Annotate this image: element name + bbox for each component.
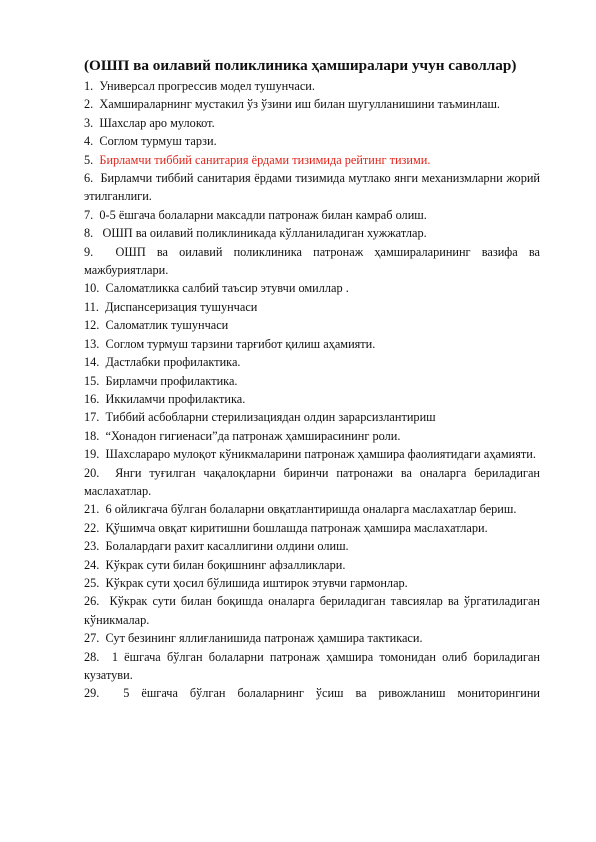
question-number: 1. bbox=[84, 79, 94, 93]
question-item-25 bbox=[84, 574, 540, 592]
question-number: 13. bbox=[84, 336, 100, 351]
question-text: Диспансеризация тушунчаси bbox=[105, 299, 258, 314]
question-text: Соглом турмуш тарзини тарғибот қилиш аҳамияти. bbox=[105, 336, 376, 351]
question-item-18 bbox=[84, 427, 540, 445]
question-text: Кўкрак сути билан боқишнинг афзалликлари. bbox=[105, 557, 346, 572]
question-item-26 bbox=[84, 592, 540, 629]
question-item-23 bbox=[84, 537, 540, 555]
question-text: Кўкрак сути ҳосил бўлишида иштирок этувчи гармонлар. bbox=[105, 575, 408, 590]
question-number: 10. bbox=[84, 281, 100, 296]
question-item-3 bbox=[84, 114, 540, 132]
question-text: Иккиламчи профилактика. bbox=[105, 391, 246, 406]
question-text-highlighted: Бирламчи тиббий санитария ёрдами тизимида рейтинг тизими. bbox=[99, 152, 431, 167]
question-item-9 bbox=[84, 243, 540, 280]
question-number: 15. bbox=[84, 373, 100, 388]
question-item-17 bbox=[84, 408, 540, 426]
question-number: 21. bbox=[84, 502, 100, 517]
question-number: 17. bbox=[84, 410, 100, 425]
question-number: 22. bbox=[84, 520, 100, 535]
question-text: 5 ёшгача бўлган болаларнинг ўсиш ва ривожланиш мониторингини bbox=[123, 686, 540, 701]
question-text: 0-5 ёшгача болаларни максадли патронаж билан камраб олиш. bbox=[99, 207, 427, 222]
question-text: ОШП ва оилавий поликлиника патронаж ҳамшираларининг вазифа ва мажбуриятлари. bbox=[84, 244, 540, 278]
question-item-7 bbox=[84, 206, 540, 224]
question-item-20 bbox=[84, 464, 540, 501]
question-text: Хамшираларнинг мустакил ўз ўзини иш билан шугулланишини таъминлаш. bbox=[99, 97, 500, 112]
question-number: 27. bbox=[84, 631, 100, 646]
question-text: Дастлабки профилактика. bbox=[105, 355, 241, 370]
question-text: Қўшимча овқат киритишни бошлашда патронаж ҳамшира маслахатлари. bbox=[105, 520, 488, 535]
question-number: 14. bbox=[84, 355, 100, 370]
question-text: Бирламчи профилактика. bbox=[105, 373, 238, 388]
question-item-19 bbox=[84, 445, 540, 463]
question-number: 19. bbox=[84, 447, 100, 462]
question-number: 9. bbox=[84, 244, 94, 259]
question-number: 16. bbox=[84, 391, 100, 406]
question-text: Янги туғилган чақалоқларни биринчи патронажи ва оналарга бериладиган маслахатлар. bbox=[84, 465, 540, 498]
question-text: Кўкрак сути билан боқишда оналарга бериладиган тавсиялар ва ўргатиладиган кўникмалар. bbox=[84, 594, 540, 627]
question-number: 6. bbox=[84, 171, 94, 186]
question-number: 12. bbox=[84, 318, 100, 333]
question-text: Болалардаги рахит касаллигини олдини олиш. bbox=[105, 539, 349, 554]
question-text: ОШП ва оилавий поликлиникада кўлланиладиган хужжатлар. bbox=[102, 226, 427, 241]
question-item-10 bbox=[84, 279, 540, 297]
page-title: (ОШП ва оилавий поликлиника ҳамширалари учун саволлар) bbox=[84, 57, 517, 74]
question-text: Саломатлик тушунчаси bbox=[105, 318, 229, 333]
question-item-1 bbox=[84, 77, 540, 95]
document-page bbox=[84, 56, 540, 703]
question-text: Тиббий асбобларни стерилизациядан олдин зарарсизлантириш bbox=[105, 410, 436, 425]
question-item-16 bbox=[84, 390, 540, 408]
question-item-24 bbox=[84, 556, 540, 574]
question-number: 8. bbox=[84, 226, 94, 241]
question-text: Шахслар аро мулокот. bbox=[99, 115, 215, 130]
question-number: 3. bbox=[84, 115, 94, 130]
question-item-21 bbox=[84, 500, 540, 518]
question-text: Соглом турмуш тарзи. bbox=[99, 134, 217, 149]
question-number: 24. bbox=[84, 557, 100, 572]
question-number: 18. bbox=[84, 428, 100, 443]
question-item-14 bbox=[84, 353, 540, 371]
question-item-13 bbox=[84, 335, 540, 353]
question-number: 28. bbox=[84, 649, 100, 664]
question-item-27 bbox=[84, 629, 540, 647]
question-item-28 bbox=[84, 648, 540, 685]
question-number: 2. bbox=[84, 97, 94, 112]
question-text: 1 ёшгача бўлган болаларни патронаж ҳамшира томонидан олиб бориладиган кузатуви. bbox=[84, 649, 540, 682]
question-number: 29. bbox=[84, 686, 100, 701]
question-text: 6 ойликгача бўлган болаларни овқатлантиришда оналарга маслахатлар бериш. bbox=[105, 502, 517, 517]
question-text: Саломатликка салбий таъсир этувчи омиллар . bbox=[105, 281, 349, 296]
question-list bbox=[84, 77, 540, 703]
question-text: Универсал прогрессив модел тушунчаси. bbox=[99, 79, 315, 93]
question-text: Шахслараро мулоқот кўникмаларини патронаж ҳамшира фаолиятидаги аҳамияти. bbox=[105, 447, 536, 462]
question-number: 11. bbox=[84, 299, 99, 314]
question-item-15 bbox=[84, 372, 540, 390]
question-item-11 bbox=[84, 298, 540, 316]
question-text: Бирламчи тиббий санитария ёрдами тизимида мутлако янги механизмларни жорий этилганлиги. bbox=[84, 171, 540, 204]
question-item-5 bbox=[84, 151, 540, 169]
question-item-8 bbox=[84, 224, 540, 242]
question-item-6 bbox=[84, 169, 540, 206]
question-item-12 bbox=[84, 316, 540, 334]
question-number: 23. bbox=[84, 539, 100, 554]
question-item-4 bbox=[84, 132, 540, 150]
question-item-29 bbox=[84, 684, 540, 702]
question-number: 4. bbox=[84, 134, 94, 149]
question-number: 7. bbox=[84, 207, 94, 222]
question-text: “Хонадон гигиенаси”да патронаж ҳамширасининг роли. bbox=[105, 428, 401, 443]
question-number: 26. bbox=[84, 594, 100, 609]
question-item-22 bbox=[84, 519, 540, 537]
question-text: Сут безининг яллиғланишида патронаж ҳамшира тактикаси. bbox=[105, 631, 423, 646]
question-item-2 bbox=[84, 95, 540, 113]
question-number: 25. bbox=[84, 575, 100, 590]
question-number: 5. bbox=[84, 152, 94, 167]
question-number: 20. bbox=[84, 465, 100, 480]
